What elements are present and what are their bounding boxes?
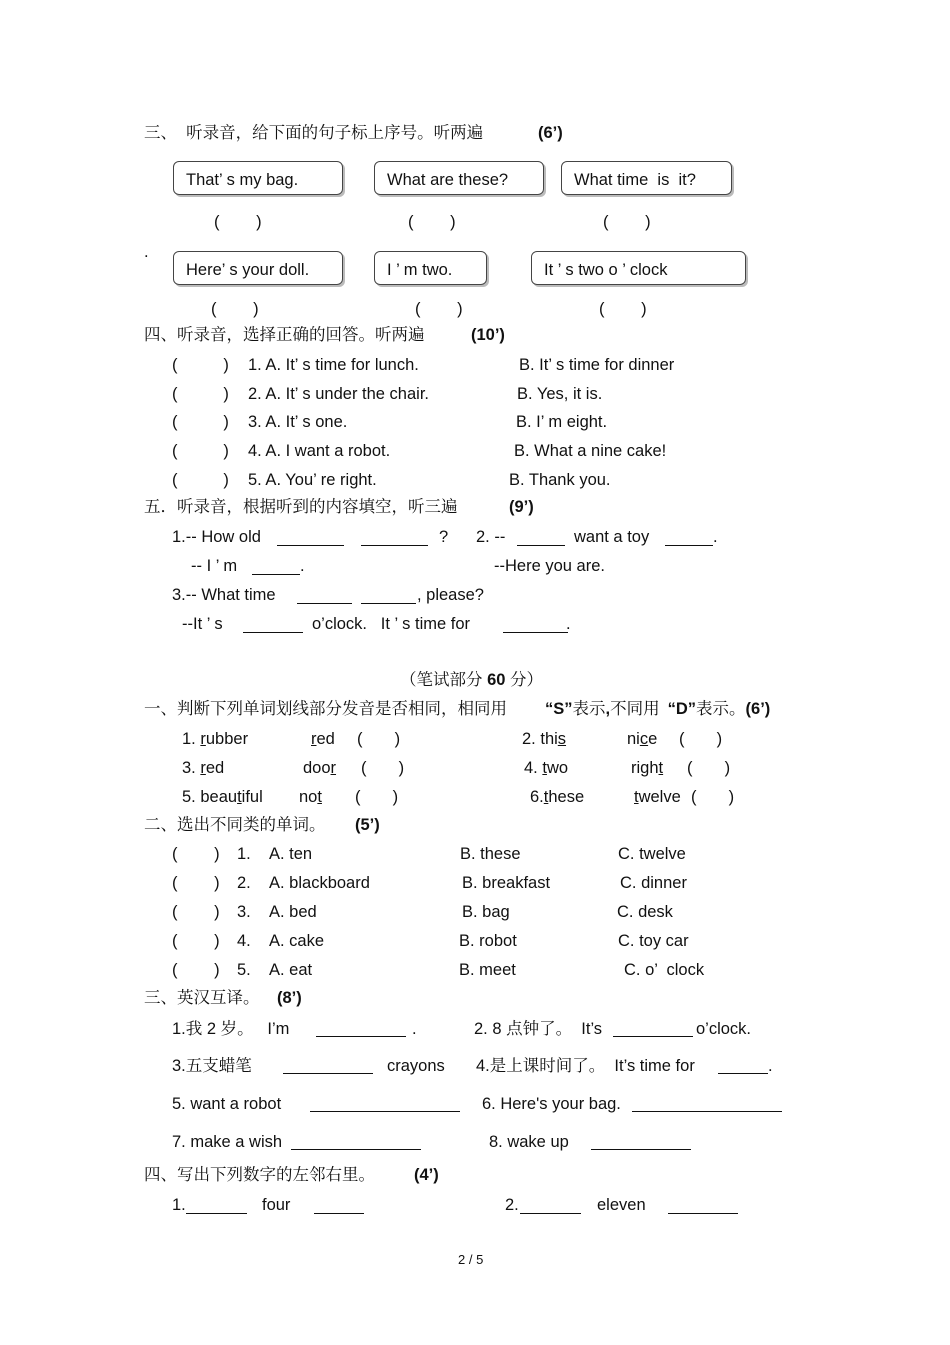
item-text: 5. want a robot	[172, 1095, 282, 1113]
item-number: 5.	[237, 961, 251, 979]
item-text: 2. 8 点钟了。 It’s	[474, 1020, 603, 1038]
blank-line[interactable]	[277, 545, 344, 546]
question-text: 2. --	[476, 528, 506, 546]
option-b: B. meet	[459, 961, 516, 979]
answer-paren[interactable]: ( )	[214, 213, 262, 231]
option-b: B. Thank you.	[509, 471, 611, 489]
blank-line[interactable]	[665, 545, 713, 546]
sentence-box	[531, 251, 746, 285]
word-part: iful	[241, 788, 263, 806]
item-text: 3.五支蜡笔	[172, 1057, 252, 1075]
item-text: 1.我 2 岁。 I’m	[172, 1020, 290, 1038]
option-c: C. toy car	[618, 932, 689, 950]
answer-paren[interactable]: ( )	[172, 845, 220, 863]
option-b: B. It’ s time for dinner	[519, 356, 675, 374]
blank-line[interactable]	[297, 603, 352, 604]
item-number: 3.	[237, 903, 251, 921]
word-pair	[524, 760, 568, 777]
period: .	[768, 1057, 773, 1075]
option-a: A. bed	[269, 903, 317, 921]
word-part: no	[299, 788, 318, 806]
underlined-letter: s	[557, 730, 567, 748]
answer-paren[interactable]: ( )	[357, 730, 401, 748]
word-part: ed	[316, 730, 335, 748]
answer-paren[interactable]: ( )	[172, 903, 220, 921]
sentence-text: What time is it?	[574, 171, 696, 189]
word-part: ed	[205, 759, 225, 777]
page-number: 2 / 5	[458, 1252, 484, 1267]
word	[311, 731, 335, 748]
answer-paren[interactable]: ( )	[172, 356, 229, 374]
option-a: 1. A. It’ s time for lunch.	[248, 356, 419, 374]
option-b: B. What a nine cake!	[514, 442, 667, 460]
option-c: C. o’ clock	[624, 961, 705, 979]
section-title: 五．听录音，根据听到的内容填空，听三遍	[144, 498, 458, 516]
word-part: righ	[631, 759, 659, 777]
answer-paren[interactable]: ( )	[172, 471, 229, 489]
word-pair	[182, 760, 224, 777]
header-text: （笔试部分	[400, 671, 483, 689]
section-title: 四、听录音，选择正确的回答。听两遍	[144, 326, 425, 344]
option-a: 3. A. It’ s one.	[248, 413, 348, 431]
word-part: e	[648, 730, 658, 748]
option-c: C. twelve	[618, 845, 686, 863]
word-pair	[182, 731, 248, 748]
blank-line[interactable]	[291, 1149, 421, 1150]
answer-paren[interactable]: ( )	[172, 932, 220, 950]
period: .	[566, 615, 571, 633]
blank-line[interactable]	[361, 603, 416, 604]
underlined-letter: r	[311, 730, 317, 748]
dot-mark: .	[144, 243, 149, 261]
sentence-text: Here’ s your doll.	[186, 261, 310, 279]
section-title: 二、选出不同类的单词。	[144, 816, 326, 834]
option-a: A. blackboard	[269, 874, 370, 892]
blank-line[interactable]	[591, 1149, 691, 1150]
option-c: C. desk	[617, 903, 673, 921]
answer-paren[interactable]: ( )	[172, 961, 220, 979]
word-part: wo	[546, 759, 569, 777]
option-a: A. cake	[269, 932, 325, 950]
pair-number: 6.	[530, 788, 544, 806]
item-number: 2.	[505, 1196, 519, 1214]
header-text: 分）	[510, 671, 544, 689]
answer-paren[interactable]: ( )	[415, 300, 463, 318]
answer-paren[interactable]: ( )	[687, 759, 731, 777]
blank-line[interactable]	[517, 545, 565, 546]
item-text: 7. make a wish	[172, 1133, 283, 1151]
option-b: B. breakfast	[462, 874, 551, 892]
word	[634, 789, 681, 806]
sentence-box	[173, 251, 343, 285]
written-header	[400, 672, 543, 689]
title-text: 表示。	[696, 700, 746, 718]
header-score: 60	[487, 671, 506, 689]
blank-line[interactable]	[310, 1111, 460, 1112]
answer-paren[interactable]: ( )	[355, 788, 399, 806]
pair-number: 3.	[182, 759, 201, 777]
option-b: B. Yes, it is.	[517, 385, 603, 403]
sentence-text: It ’ s two o ’ clock	[544, 261, 668, 279]
answer-paren[interactable]: ( )	[408, 213, 456, 231]
word-part: beau	[200, 788, 238, 806]
section-score: (10’)	[471, 326, 505, 344]
blank-line[interactable]	[361, 545, 428, 546]
word-part: hese	[548, 788, 585, 806]
option-a: 2. A. It’ s under the chair.	[248, 385, 429, 403]
item-text: crayons	[387, 1057, 445, 1075]
section-title: 四、写出下列数字的左邻右里。	[144, 1166, 375, 1184]
option-a: 5. A. You’ re right.	[248, 471, 377, 489]
blank-line[interactable]	[520, 1213, 581, 1214]
period: .	[713, 528, 718, 546]
answer-paren[interactable]: ( )	[361, 759, 405, 777]
blank-line[interactable]	[316, 1036, 406, 1037]
item-number: 2.	[237, 874, 251, 892]
answer-paren[interactable]: ( )	[603, 213, 651, 231]
answer-paren[interactable]: ( )	[172, 442, 229, 460]
blank-line[interactable]	[632, 1111, 782, 1112]
number-word: four	[262, 1196, 291, 1214]
answer-paren[interactable]: ( )	[172, 385, 229, 403]
question-text: want a toy	[574, 528, 650, 546]
word-pair	[182, 789, 263, 806]
word	[631, 760, 663, 777]
sentence-box	[374, 161, 544, 195]
answer-paren[interactable]: ( )	[679, 730, 723, 748]
sentence-box	[374, 251, 487, 285]
question-text: 1.-- How old	[172, 528, 261, 546]
question-mark: ?	[439, 528, 449, 546]
blank-line[interactable]	[243, 632, 303, 633]
underlined-letter: c	[639, 730, 649, 748]
section-score: (9’)	[509, 498, 534, 516]
underlined-letter: r	[200, 759, 206, 777]
blank-line[interactable]	[718, 1073, 768, 1074]
pair-number: 2.	[522, 730, 541, 748]
answer-paren[interactable]: ( )	[172, 874, 220, 892]
title-text: 一、判断下列单词划线部分发音是否相同，相同用	[144, 700, 507, 718]
item-number: 4.	[237, 932, 251, 950]
blank-line[interactable]	[503, 632, 568, 633]
underlined-letter: t	[658, 759, 664, 777]
section-score: (8’)	[277, 989, 302, 1007]
answer-paren[interactable]: ( )	[691, 788, 735, 806]
blank-line[interactable]	[252, 574, 300, 575]
option-a: A. ten	[269, 845, 313, 863]
pair-number: 4.	[524, 759, 543, 777]
pair-number: 5.	[182, 788, 201, 806]
sentence-box	[561, 161, 732, 195]
underlined-letter: r	[200, 730, 206, 748]
section-score: (5’)	[355, 816, 380, 834]
underlined-letter: t	[634, 788, 639, 806]
word-pair	[522, 731, 566, 748]
answer-text: -- I ’ m	[191, 557, 238, 575]
period: .	[412, 1020, 417, 1038]
sentence-text: I ’ m two.	[387, 261, 453, 279]
option-a: 4. A. I want a robot.	[248, 442, 391, 460]
underlined-letter: t	[543, 788, 549, 806]
section-score: (4’)	[414, 1166, 439, 1184]
underlined-letter: t	[317, 788, 322, 806]
option-c: C. dinner	[620, 874, 687, 892]
word-part: ubber	[205, 730, 249, 748]
period: .	[300, 557, 305, 575]
word-part: welve	[638, 788, 681, 806]
answer-text: --Here you are.	[494, 557, 605, 575]
option-b: B. these	[460, 845, 521, 863]
answer-text: o’clock. It ’ s time for	[312, 615, 471, 633]
title-d: “D”	[667, 700, 697, 718]
option-b: B. I’ m eight.	[516, 413, 608, 431]
word-part: doo	[303, 759, 331, 777]
word	[627, 731, 657, 748]
section-score: (6’)	[538, 124, 563, 142]
word	[299, 789, 322, 806]
sentence-text: What are these?	[387, 171, 509, 189]
item-number: 1.	[172, 1196, 186, 1214]
item-text: o’clock.	[696, 1020, 752, 1038]
word	[303, 760, 336, 777]
underlined-letter: r	[330, 759, 337, 777]
underlined-letter: t	[542, 759, 547, 777]
answer-text: --It ’ s	[182, 615, 223, 633]
title-text: 表示	[572, 700, 606, 718]
option-a: A. eat	[269, 961, 313, 979]
pair-number: 1.	[182, 730, 201, 748]
blank-line[interactable]	[668, 1213, 738, 1214]
section-score: (6’)	[745, 700, 771, 718]
section-title: 三、英汉互译。	[144, 989, 260, 1007]
underlined-letter: t	[237, 788, 242, 806]
sentence-text: That’ s my bag.	[186, 171, 299, 189]
item-number: 1.	[237, 845, 251, 863]
blank-line[interactable]	[613, 1036, 693, 1037]
answer-paren[interactable]: ( )	[599, 300, 647, 318]
word-part: ni	[627, 730, 640, 748]
answer-paren[interactable]: ( )	[172, 413, 229, 431]
word-part: thi	[540, 730, 558, 748]
word-pair	[530, 789, 584, 806]
blank-line[interactable]	[314, 1213, 364, 1214]
item-text: 8. wake up	[489, 1133, 569, 1151]
blank-line[interactable]	[283, 1073, 373, 1074]
title-s: “S”	[545, 700, 573, 718]
option-b: B. robot	[459, 932, 517, 950]
sentence-box	[173, 161, 343, 195]
section-title	[144, 701, 770, 718]
title-text: 不同用	[610, 700, 660, 718]
title-comma: ,	[605, 700, 611, 718]
item-text: 4.是上课时间了。 It’s time for	[476, 1057, 695, 1075]
question-text: , please?	[417, 586, 484, 604]
number-word: eleven	[597, 1196, 646, 1214]
section-title: 三、 听录音，给下面的句子标上序号。听两遍	[144, 124, 484, 142]
question-text: 3.-- What time	[172, 586, 276, 604]
blank-line[interactable]	[186, 1213, 247, 1214]
item-text: 6. Here's your bag.	[482, 1095, 621, 1113]
answer-paren[interactable]: ( )	[211, 300, 259, 318]
option-b: B. bag	[462, 903, 510, 921]
